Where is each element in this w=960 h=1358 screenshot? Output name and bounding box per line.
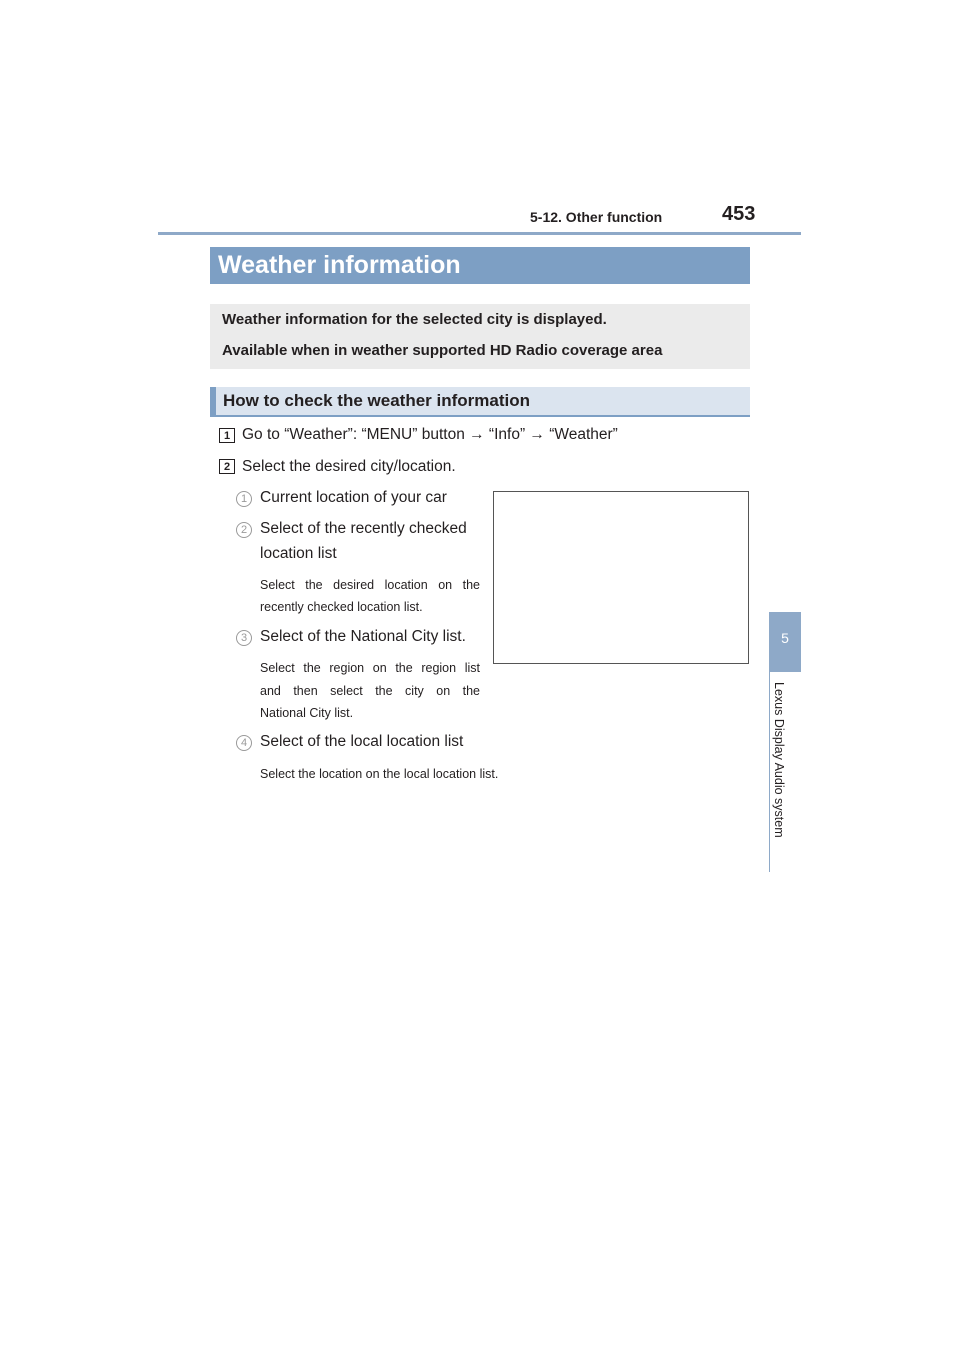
step-2-text: Select the desired city/location. <box>242 458 456 475</box>
callout-number-1: 1 <box>236 491 252 507</box>
page-number: 453 <box>722 203 756 225</box>
section-title: 5-12. Other function <box>530 209 663 225</box>
item-3-note-line-1: Select the region on the region list <box>260 661 480 675</box>
chapter-title: Lexus Display Audio system <box>772 682 786 838</box>
callout-number-2: 2 <box>236 522 252 538</box>
info-line-1: Weather information for the selected city is displayed. <box>222 311 607 328</box>
subheading-underline <box>210 415 750 417</box>
page-title: Weather information <box>218 251 461 279</box>
item-1-text: Current location of your car <box>260 489 447 506</box>
item-4-text: Select of the local location list <box>260 733 464 750</box>
item-3-text: Select of the National City list. <box>260 628 466 645</box>
screen-image-frame <box>493 491 749 664</box>
info-line-2: Available when in weather supported HD Radio coverage area <box>222 342 663 359</box>
step-badge-1: 1 <box>219 428 235 443</box>
chapter-number: 5 <box>781 630 789 646</box>
subheading-accent <box>210 387 216 416</box>
subheading: How to check the weather information <box>223 391 530 410</box>
chapter-rule <box>769 672 770 872</box>
item-2-text-line-2: location list <box>260 545 337 562</box>
item-2-note-line-2: recently checked location list. <box>260 600 423 614</box>
step-1-text: Go to “Weather”: “MENU” button → “Info” → “Weather” <box>242 426 618 443</box>
item-2-note-line-1: Select the desired location on the <box>260 578 480 592</box>
item-4-note: Select the location on the local location list. <box>260 767 499 781</box>
callout-number-4: 4 <box>236 735 252 751</box>
callout-number-3: 3 <box>236 630 252 646</box>
item-2-text-line-1: Select of the recently checked <box>260 520 467 537</box>
item-3-note-line-3: National City list. <box>260 706 354 720</box>
step-badge-2: 2 <box>219 459 235 474</box>
header-rule <box>158 232 801 235</box>
item-3-note-line-2: and then select the city on the <box>260 684 480 698</box>
